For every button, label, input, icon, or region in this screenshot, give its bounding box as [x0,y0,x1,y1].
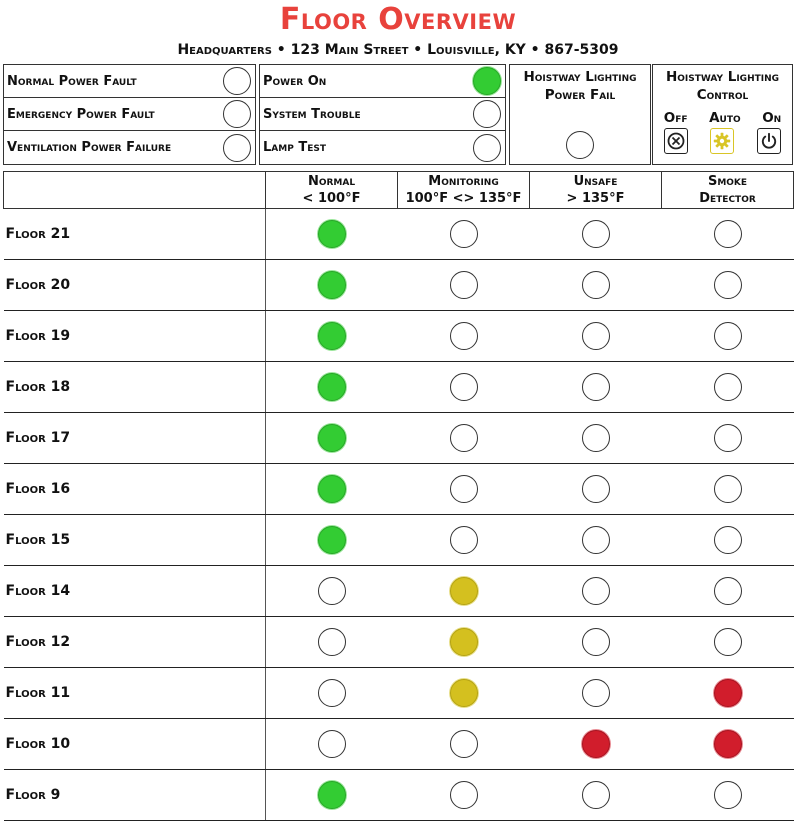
unsafe-cell [530,668,662,719]
normal-cell [266,668,398,719]
normal-indicator [318,679,346,707]
unsafe-cell [530,209,662,260]
smoke-indicator [714,730,742,758]
normal-cell [266,515,398,566]
monitoring-cell [398,413,530,464]
status-label: Lamp Test [263,140,326,155]
floor-name: Floor 21 [4,209,266,260]
unsafe-cell [530,311,662,362]
unsafe-cell [530,770,662,821]
unsafe-cell [530,617,662,668]
column-header-monitoring: Monitoring 100°F <> 135°F [398,172,530,209]
unsafe-indicator [582,628,610,656]
hoistway-power-fail-title: Hoistway Lighting Power Fail [523,69,637,103]
on-label: On [762,110,782,126]
monitoring-indicator [450,526,478,554]
monitoring-indicator [450,220,478,248]
monitoring-cell [398,617,530,668]
table-row[interactable] [4,617,794,668]
status-row-ventilation-power-failure [4,131,255,164]
smoke-cell [662,260,794,311]
normal-cell [266,719,398,770]
unsafe-indicator [582,730,610,758]
table-row[interactable] [4,209,794,260]
unsafe-cell [530,515,662,566]
smoke-indicator [714,628,742,656]
table-row[interactable] [4,770,794,821]
smoke-cell [662,209,794,260]
unsafe-indicator [582,220,610,248]
smoke-cell [662,770,794,821]
status-label: Power On [263,73,327,89]
normal-cell [266,566,398,617]
smoke-indicator [714,424,742,452]
page-subtitle: Headquarters • 123 Main Street • Louisville, KY • 867-5309 [177,42,619,58]
column-header-unsafe: Unsafe > 135°F [530,172,662,209]
off-label: Off [663,110,688,126]
normal-cell [266,362,398,413]
monitoring-cell [398,311,530,362]
status-label: System Trouble [263,106,361,122]
normal-cell [266,311,398,362]
ventilation-power-failure-indicator [223,134,251,162]
unsafe-indicator [582,475,610,503]
monitoring-indicator [450,679,478,707]
status-label: Ventilation Power Failure [7,140,172,155]
monitoring-indicator [450,730,478,758]
floor-rows [4,209,794,821]
smoke-cell [662,515,794,566]
table-row[interactable] [4,464,794,515]
hoistway-power-fail-panel [509,64,651,165]
floor-name: Floor 17 [4,413,266,464]
table-header-row [4,172,794,209]
normal-cell [266,209,398,260]
status-row-normal-power-fault [4,65,255,98]
hoistway-control-title: Hoistway Lighting Control [665,69,780,103]
floor-status-table [3,171,794,821]
monitoring-indicator [450,322,478,350]
floor-name: Floor 16 [4,464,266,515]
floor-name: Floor 20 [4,260,266,311]
unsafe-cell [530,464,662,515]
monitoring-cell [398,566,530,617]
unsafe-cell [530,566,662,617]
unsafe-indicator [582,271,610,299]
floor-name: Floor 10 [4,719,266,770]
status-row-system-trouble [260,98,505,131]
power-on-indicator [473,67,501,95]
unsafe-indicator [582,526,610,554]
unsafe-indicator [582,424,610,452]
emergency-power-fault-indicator [223,100,251,128]
hoistway-off-button[interactable] [664,128,688,154]
smoke-cell [662,413,794,464]
normal-indicator [318,475,346,503]
status-row-lamp-test[interactable] [260,131,505,164]
normal-power-fault-indicator [223,67,251,95]
system-trouble-indicator [473,100,501,128]
status-panel-left [3,64,256,165]
smoke-indicator [714,220,742,248]
monitoring-cell [398,515,530,566]
monitoring-cell [398,719,530,770]
smoke-cell [662,464,794,515]
smoke-indicator [714,322,742,350]
smoke-indicator [714,577,742,605]
monitoring-indicator [450,475,478,503]
lamp-test-indicator[interactable] [473,134,501,162]
monitoring-indicator [450,424,478,452]
hoistway-auto-button[interactable] [710,128,734,154]
normal-indicator [318,322,346,350]
monitoring-cell [398,770,530,821]
floor-name: Floor 14 [4,566,266,617]
table-row[interactable] [4,668,794,719]
normal-cell [266,413,398,464]
table-row[interactable] [4,413,794,464]
unsafe-indicator [582,679,610,707]
page-title: Floor Overview [279,2,517,37]
smoke-indicator [714,679,742,707]
unsafe-cell [530,260,662,311]
smoke-cell [662,668,794,719]
normal-cell [266,617,398,668]
normal-indicator [318,730,346,758]
table-row[interactable] [4,311,794,362]
floor-name: Floor 19 [4,311,266,362]
unsafe-cell [530,413,662,464]
hoistway-power-fail-indicator [566,131,594,159]
normal-indicator [318,271,346,299]
floor-name: Floor 9 [4,770,266,821]
smoke-indicator [714,781,742,809]
normal-indicator [318,220,346,248]
monitoring-indicator [450,577,478,605]
unsafe-indicator [582,373,610,401]
column-header-floor [4,172,266,209]
normal-indicator [318,781,346,809]
normal-cell [266,464,398,515]
circle-x-icon [667,132,685,150]
smoke-cell [662,719,794,770]
floor-name: Floor 12 [4,617,266,668]
auto-label: Auto [709,110,741,126]
smoke-cell [662,311,794,362]
smoke-indicator [714,271,742,299]
monitoring-cell [398,209,530,260]
monitoring-cell [398,668,530,719]
monitoring-indicator [450,628,478,656]
normal-cell [266,260,398,311]
hoistway-control-panel [652,64,793,165]
monitoring-cell [398,464,530,515]
smoke-cell [662,617,794,668]
normal-indicator [318,628,346,656]
gear-icon [713,132,731,150]
column-header-normal: Normal < 100°F [266,172,398,209]
monitoring-indicator [450,373,478,401]
floor-name: Floor 11 [4,668,266,719]
table-row[interactable] [4,260,794,311]
smoke-indicator [714,526,742,554]
unsafe-indicator [582,577,610,605]
monitoring-cell [398,362,530,413]
table-row[interactable] [4,566,794,617]
normal-indicator [318,373,346,401]
table-row[interactable] [4,515,794,566]
table-row[interactable] [4,719,794,770]
unsafe-indicator [582,781,610,809]
normal-indicator [318,577,346,605]
floor-name: Floor 18 [4,362,266,413]
normal-cell [266,770,398,821]
unsafe-cell [530,719,662,770]
status-row-emergency-power-fault [4,98,255,131]
monitoring-indicator [450,781,478,809]
smoke-cell [662,362,794,413]
smoke-indicator [714,373,742,401]
hoistway-on-button[interactable] [757,128,781,154]
column-header-smoke-detector: Smoke Detector [662,172,794,209]
normal-indicator [318,424,346,452]
floor-name: Floor 15 [4,515,266,566]
status-label: Emergency Power Fault [7,106,155,122]
unsafe-cell [530,362,662,413]
power-icon [760,132,778,150]
status-label: Normal Power Fault [7,73,137,89]
smoke-indicator [714,475,742,503]
monitoring-indicator [450,271,478,299]
table-row[interactable] [4,362,794,413]
status-row-power-on [260,65,505,98]
monitoring-cell [398,260,530,311]
status-panel-middle [259,64,506,165]
normal-indicator [318,526,346,554]
smoke-cell [662,566,794,617]
unsafe-indicator [582,322,610,350]
